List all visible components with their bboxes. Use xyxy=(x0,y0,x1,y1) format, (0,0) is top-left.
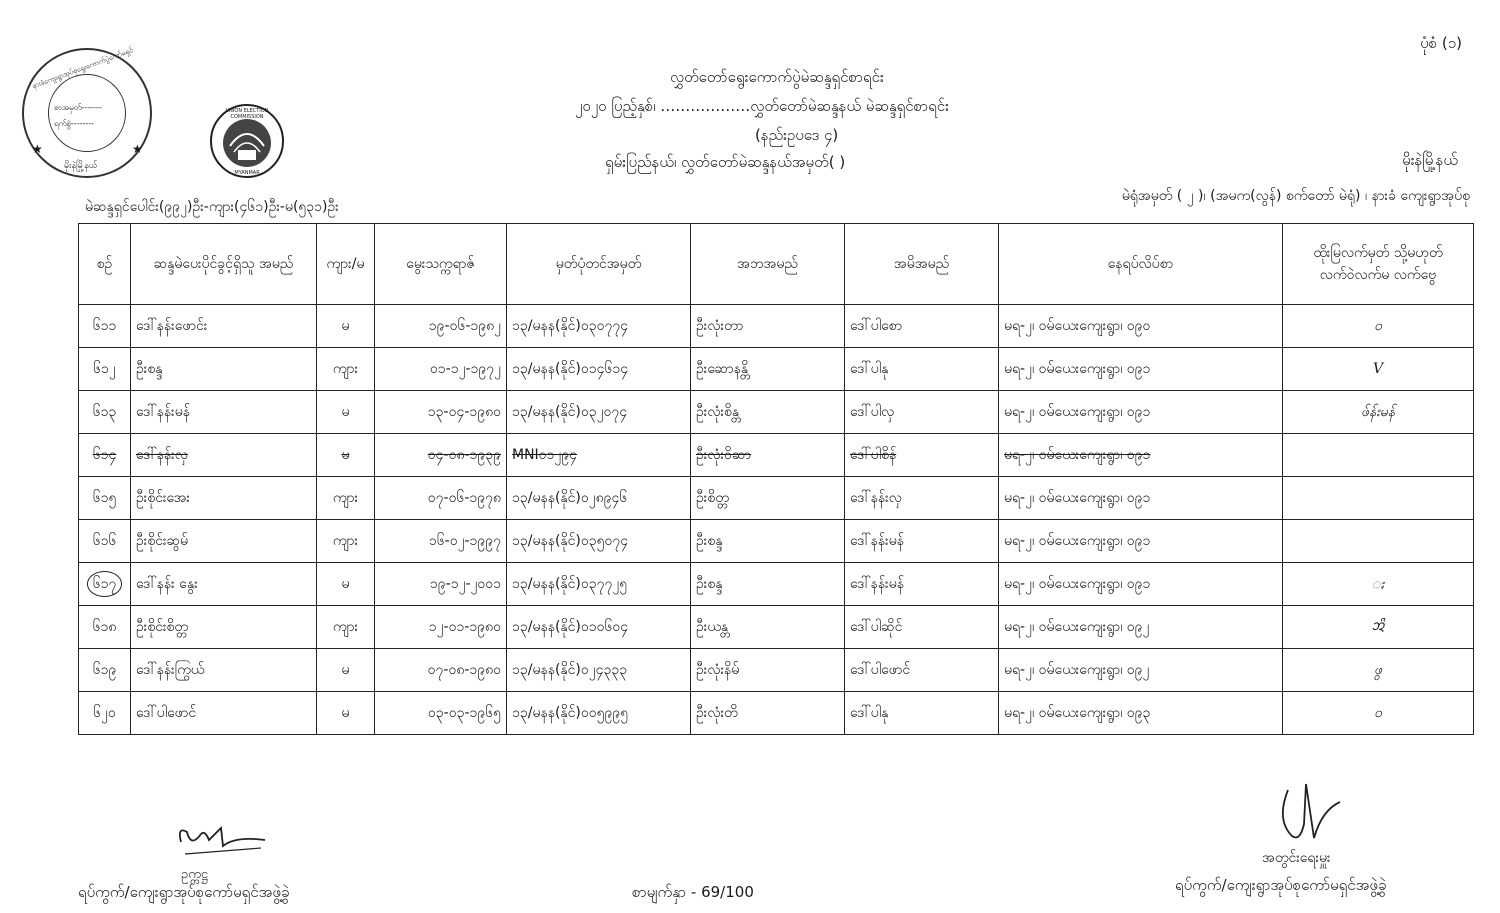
cell-sex xyxy=(317,649,375,692)
cell-father xyxy=(691,477,845,520)
cell-serial xyxy=(79,520,131,563)
cell-sex xyxy=(317,606,375,649)
cell-dob xyxy=(375,649,507,692)
cell-dob-text: ၀၄-၀၈-၁၉၃၉ xyxy=(427,446,501,463)
cell-serial-text: ၆၁၇ xyxy=(87,571,123,597)
page-form-number: ပုံစံ (၁) xyxy=(1420,34,1462,52)
table-row xyxy=(79,563,1474,606)
cell-name xyxy=(131,391,317,434)
cell-father xyxy=(691,520,845,563)
cell-nrc-text: ၁၃/မနန(နိုင်)၀၃၀၇၇၄ xyxy=(512,317,629,334)
secretary-signature xyxy=(1270,780,1360,854)
cell-name xyxy=(131,434,317,477)
cell-address xyxy=(999,606,1283,649)
cell-address-text: မရ-၂၊ ဝမ်ယေးကျေးရွာ၊ ၀၉၂ xyxy=(1004,661,1150,678)
star-icon: ★ xyxy=(32,142,43,156)
cell-signature-mark-text: ᩋᩦ xyxy=(1371,618,1385,634)
cell-dob-text: ၁၆-၀၂-၁၉၉၇ xyxy=(428,532,501,549)
cell-address-text: မရ-၂၊ ဝမ်ယေးကျေးရွာ၊ ၀၉၀ xyxy=(1004,317,1151,334)
cell-sex-text: မ xyxy=(341,446,350,463)
cell-mother xyxy=(845,348,999,391)
header-dob: မွေးသက္ကရာဇ် xyxy=(375,224,507,305)
cell-dob xyxy=(375,348,507,391)
table-header-row xyxy=(79,224,1474,305)
cell-father-text: ဦးယန္တ xyxy=(696,618,729,635)
voter-summary: မဲဆန္ဒရှင်ပေါင်း(၉၉၂)ဦး-ကျား(၄၆၁)ဦး-မ(၅၃၁)ဦး xyxy=(85,199,339,215)
cell-nrc xyxy=(507,391,691,434)
header-nrc: မှတ်ပုံတင်အမှတ် xyxy=(507,224,691,305)
cell-mother-text: ဒေါ်ပါစော xyxy=(850,317,903,334)
header-signature: ထိုးမြလက်မှတ် သို့မဟုတ် လက်ဝဲလက်မ လက်ဗွေ xyxy=(1283,224,1474,305)
header-sex: ကျား/မ xyxy=(317,224,375,305)
cell-address-text: မရ-၂၊ ဝမ်ယေးကျေးရွာ၊ ၀၉၂ xyxy=(1004,618,1150,635)
cell-address xyxy=(999,692,1283,735)
cell-address xyxy=(999,563,1283,606)
township-label: မိုးနဲမြို့နယ် xyxy=(1402,151,1458,169)
cell-name xyxy=(131,649,317,692)
cell-dob xyxy=(375,477,507,520)
cell-sex xyxy=(317,477,375,520)
cell-name-text: ဒေါ်နန်းကြွယ် xyxy=(136,661,205,678)
cell-dob-text: ၀၇-၀၆-၁၉၇၈ xyxy=(427,489,501,506)
stamp-bottom-text: မိုးနဲမြို့နယ် xyxy=(64,161,98,171)
table-row xyxy=(79,477,1474,520)
polling-station-label: မဲရုံအမှတ် ( ၂ )၊ (အမက(လွန်) စက်တော် မဲရုံ) ၊ နားခံ ကျေးရွာအုပ်စု xyxy=(1121,188,1470,204)
cell-mother xyxy=(845,477,999,520)
star-icon: ★ xyxy=(132,142,143,156)
cell-father-text: ဦးစိတ္တ xyxy=(696,489,729,506)
cell-signature-mark xyxy=(1283,606,1474,649)
cell-father xyxy=(691,692,845,735)
cell-name xyxy=(131,348,317,391)
cell-nrc xyxy=(507,434,691,477)
cell-signature-mark xyxy=(1283,563,1474,606)
cell-mother xyxy=(845,649,999,692)
table-row xyxy=(79,391,1474,434)
cell-name-text: ဒေါ်နန်း နွေး xyxy=(136,575,198,592)
cell-nrc-text: ၁၃/မနန(နိုင်)၀၂၈၉၄၆ xyxy=(512,489,628,506)
table-row xyxy=(79,520,1474,563)
cell-nrc-text: ၁၃/မနန(နိုင်)၀၃၂၀၇၄ xyxy=(512,403,628,420)
header-mother: အမိအမည် xyxy=(845,224,999,305)
cell-signature-mark-text: ဖွ xyxy=(1374,661,1382,678)
cell-dob-text: ၁၉-၀၆-၁၉၈၂ xyxy=(428,317,501,334)
cell-serial xyxy=(79,563,131,606)
header-name: ဆန္ဒမဲပေးပိုင်ခွင့်ရှိသူ အမည် xyxy=(131,224,317,305)
cell-serial-text: ၆၁၂ xyxy=(93,360,116,377)
cell-mother xyxy=(845,692,999,735)
cell-serial-text: ၆၁၁ xyxy=(92,317,117,334)
cell-father xyxy=(691,649,845,692)
footer-page-number: စာမျက်နှာ - 69/100 xyxy=(632,883,754,901)
cell-sex xyxy=(317,563,375,606)
uec-logo-country: MYANMAR xyxy=(234,170,260,176)
cell-serial-text: ၆၁၉ xyxy=(92,661,117,678)
cell-signature-mark-text: ဖ်န်းမန် xyxy=(1360,403,1396,420)
cell-mother-text: ဒေါ်ပါဖောင် xyxy=(850,661,911,678)
cell-nrc xyxy=(507,649,691,692)
cell-nrc xyxy=(507,520,691,563)
cell-name xyxy=(131,305,317,348)
footer-left-committee: ရပ်ကွက်/ကျေးရွာအုပ်စုကော်မရှင်အဖွဲ့ခွဲ xyxy=(78,883,290,901)
cell-father-text: ဦးစန္ဒ xyxy=(696,575,723,592)
cell-father-text: ဦးလုံးတာ xyxy=(696,317,744,334)
cell-father xyxy=(691,348,845,391)
cell-mother-text: ဒေါ်နန်းလှ xyxy=(850,489,902,506)
cell-address xyxy=(999,305,1283,348)
cell-sex xyxy=(317,348,375,391)
cell-address xyxy=(999,649,1283,692)
cell-nrc xyxy=(507,606,691,649)
cell-father xyxy=(691,434,845,477)
cell-sex-text: ကျား xyxy=(332,489,359,506)
cell-father xyxy=(691,391,845,434)
cell-mother-text: ဒေါ်ပါလှ xyxy=(850,403,895,420)
cell-name-text: ဦးစိုင်းအေး xyxy=(136,489,190,506)
cell-serial xyxy=(79,649,131,692)
cell-address-text: မရ-၂၊ ဝမ်ယေးကျေးရွာ၊ ၀၉၃ xyxy=(1004,704,1151,721)
cell-mother-text: ဒေါ်နန်းမန် xyxy=(850,532,904,549)
cell-father-text: ဦးစန္ဒ xyxy=(696,532,723,549)
cell-nrc-text: ၁၃/မနန(နိုင်)၀၃၇၇၂၅ xyxy=(512,575,628,592)
chairman-signature xyxy=(175,822,270,885)
cell-address-text: မရ-၂၊ ဝမ်ယေးကျေးရွာ၊ ၀၉၁ xyxy=(1004,575,1151,592)
cell-mother-text: ဒေါ်ပါဆိုင် xyxy=(850,618,903,635)
cell-sex-text: ကျား xyxy=(332,360,359,377)
cell-father-text: ဦးလုံးဝိဆာ xyxy=(696,446,752,463)
cell-name-text: ဦးစန္ဒ xyxy=(136,360,163,377)
cell-signature-mark xyxy=(1283,434,1474,477)
cell-sex xyxy=(317,520,375,563)
cell-dob-text: ၀၇-၀၈-၁၉၈၀ xyxy=(427,661,501,678)
voter-roll-table xyxy=(78,223,1474,735)
cell-father-text: ဦးဆောနန္တိ xyxy=(696,360,749,377)
cell-name xyxy=(131,692,317,735)
cell-mother xyxy=(845,520,999,563)
cell-name-text: ဒေါ်နန်းဖောင်း xyxy=(136,317,208,334)
cell-signature-mark xyxy=(1283,348,1474,391)
cell-nrc-text: ၁၃/မနန(နိုင်)၀၁၄၆၁၄ xyxy=(512,360,629,377)
cell-signature-mark xyxy=(1283,520,1474,563)
cell-name-text: ဒေါ်နန်းမန် xyxy=(136,403,190,420)
cell-mother-text: ဒေါ်ပါစိန် xyxy=(850,446,897,463)
cell-father-text: ဦးလုံးနိမ် xyxy=(696,661,740,678)
cell-serial-text: ၆၂၀ xyxy=(93,704,116,721)
stamp-field-number: စာအမှတ်------- xyxy=(54,103,102,112)
header-address: နေရပ်လိပ်စာ xyxy=(999,224,1283,305)
chairman-title: ဥက္ကဋ္ဌ xyxy=(181,867,208,882)
cell-sex-text: မ xyxy=(341,317,350,334)
cell-name-text: ဒေါ်ပါဖောင် xyxy=(136,704,197,721)
cell-serial-text: ၆၁၃ xyxy=(92,403,117,420)
cell-signature-mark-text: ဝ xyxy=(1374,704,1382,721)
stamp-ring-text: နားခံကျေးရွာအုပ်စုရွေးကောက်ပွဲကော်မရှင် xyxy=(31,46,135,91)
cell-mother xyxy=(845,391,999,434)
cell-sex xyxy=(317,305,375,348)
cell-signature-mark-text: ႏ xyxy=(1371,575,1385,592)
cell-serial xyxy=(79,305,131,348)
document-title: လွှတ်တော်ရွေးကောက်ပွဲမဲဆန္ဒရှင်စာရင်း xyxy=(670,68,884,86)
footer-right-committee: ရပ်ကွက်/ကျေးရွာအုပ်စုကော်မရှင်အဖွဲ့ခွဲ xyxy=(1175,876,1387,894)
cell-signature-mark-text: V xyxy=(1372,361,1384,377)
cell-address xyxy=(999,520,1283,563)
cell-mother xyxy=(845,606,999,649)
cell-nrc xyxy=(507,563,691,606)
cell-dob xyxy=(375,563,507,606)
cell-signature-mark xyxy=(1283,391,1474,434)
cell-serial xyxy=(79,434,131,477)
cell-serial-text: ၆၁၆ xyxy=(92,532,117,549)
cell-father-text: ဦးလုံးစိန္တ xyxy=(696,403,740,420)
cell-dob-text: ၁၂-၀၁-၁၉၈၀ xyxy=(428,618,501,635)
header-serial: စဉ် xyxy=(79,224,131,305)
cell-mother xyxy=(845,563,999,606)
cell-father xyxy=(691,305,845,348)
cell-nrc-text: ၁၃/မနန(နိုင်)၀၀၅၉၉၅ xyxy=(512,704,629,721)
cell-sex-text: ကျား xyxy=(332,532,359,549)
cell-mother-text: ဒေါ်ပါနု xyxy=(850,704,889,721)
cell-nrc-text: ၁၃/မနန(နိုင်)၀၁၀၆၀၄ xyxy=(512,618,629,635)
cell-nrc-text: ၁၃/မနန(နိုင်)၀၃၅၀၇၄ xyxy=(512,532,629,549)
cell-dob xyxy=(375,520,507,563)
cell-nrc-text: ၁၃/မနန(နိုင်)၀၂၄၃၃၃ xyxy=(512,661,628,678)
constituency-line: ရှမ်းပြည်နယ်၊ လွှတ်တော်မဲဆန္ဒနယ်အမှတ်( ) xyxy=(605,153,846,171)
cell-name xyxy=(131,477,317,520)
cell-address-text: မရ-၂၊ ဝမ်ယေးကျေးရွာ၊ ၀၉၁ xyxy=(1004,532,1151,549)
cell-name xyxy=(131,563,317,606)
cell-sex-text: မ xyxy=(341,575,350,592)
table-row xyxy=(79,649,1474,692)
cell-nrc xyxy=(507,477,691,520)
cell-address-text: မရ-၂၊ ဝမ်ယေးကျေးရွာ၊ ၀၉၁ xyxy=(1004,403,1151,420)
cell-name-text: ဒေါ်နန်းလှ xyxy=(136,446,188,463)
cell-nrc xyxy=(507,348,691,391)
cell-address-text: မရ-၂၊ ဝမ်ယေးကျေးရွာ၊ ၀၉၁ xyxy=(1004,489,1151,506)
cell-name xyxy=(131,520,317,563)
cell-sex xyxy=(317,434,375,477)
cell-serial xyxy=(79,692,131,735)
cell-nrc xyxy=(507,305,691,348)
cell-address-text: မရ-၂၊ ဝမ်ယေးကျေးရွာ၊ ၀၉၁ xyxy=(1004,446,1151,463)
stamp-field-date: ရက်စွဲ-------- xyxy=(54,119,95,128)
cell-address xyxy=(999,348,1283,391)
cell-sex xyxy=(317,391,375,434)
cell-serial xyxy=(79,348,131,391)
secretary-title: အတွင်းရေးမှူး xyxy=(1262,850,1331,866)
cell-serial-text: ၆၁၄ xyxy=(92,446,117,463)
cell-dob-text: ၁၃-၀၄-၁၉၈၀ xyxy=(427,403,501,420)
cell-sex-text: မ xyxy=(341,704,350,721)
cell-address xyxy=(999,391,1283,434)
cell-signature-mark xyxy=(1283,692,1474,735)
cell-signature-mark xyxy=(1283,477,1474,520)
rule-reference: (နည်းဥပဒေ ၄) xyxy=(755,126,839,144)
official-stamp xyxy=(22,48,152,178)
cell-serial xyxy=(79,477,131,520)
cell-serial xyxy=(79,391,131,434)
cell-name xyxy=(131,606,317,649)
cell-sex-text: ကျား xyxy=(332,618,359,635)
cell-dob xyxy=(375,305,507,348)
cell-father-text: ဦးလုံးတိ xyxy=(696,704,738,721)
cell-mother-text: ဒေါ်ပါနု xyxy=(850,360,889,377)
cell-sex-text: မ xyxy=(341,661,350,678)
cell-dob xyxy=(375,434,507,477)
cell-serial xyxy=(79,606,131,649)
cell-signature-mark xyxy=(1283,649,1474,692)
cell-address-text: မရ-၂၊ ဝမ်ယေးကျေးရွာ၊ ၀၉၁ xyxy=(1004,360,1151,377)
cell-dob xyxy=(375,606,507,649)
cell-father xyxy=(691,606,845,649)
cell-nrc xyxy=(507,692,691,735)
cell-serial-text: ၆၁၅ xyxy=(92,489,117,506)
uec-logo-text: UNION ELECTION COMMISSION xyxy=(225,108,269,120)
cell-address xyxy=(999,477,1283,520)
cell-dob-text: ၀၃-၀၃-၁၉၆၅ xyxy=(427,704,501,721)
header-father: အဘအမည် xyxy=(691,224,845,305)
uec-logo xyxy=(208,102,286,180)
cell-dob xyxy=(375,391,507,434)
table-row xyxy=(79,692,1474,735)
cell-nrc-text: MNI၀၁၂၉၄ xyxy=(512,446,578,463)
cell-serial-text: ၆၁၈ xyxy=(92,618,117,635)
cell-name-text: ဦးစိုင်းဆွမ် xyxy=(136,532,189,549)
cell-dob xyxy=(375,692,507,735)
cell-name-text: ဦးစိုင်းစိတ္တ xyxy=(136,618,189,635)
cell-sex xyxy=(317,692,375,735)
table-row xyxy=(79,434,1474,477)
table-row xyxy=(79,305,1474,348)
cell-signature-mark-text: ဝ xyxy=(1374,317,1382,334)
cell-signature-mark xyxy=(1283,305,1474,348)
cell-father xyxy=(691,563,845,606)
table-row xyxy=(79,606,1474,649)
cell-mother xyxy=(845,305,999,348)
cell-mother xyxy=(845,434,999,477)
document-subtitle: ၂၀၂၀ ပြည့်နှစ်၊ ………………လွှတ်တော်မဲဆန္ဒနယ် မဲဆန္ဒရှင်စာရင်း xyxy=(575,97,949,115)
cell-dob-text: ၁၉-၁၂-၂၀၀၁ xyxy=(429,575,501,592)
cell-address xyxy=(999,434,1283,477)
cell-sex-text: မ xyxy=(341,403,350,420)
cell-dob-text: ၀၁-၁၂-၁၉၇၂ xyxy=(429,360,501,377)
cell-mother-text: ဒေါ်နန်းမန် xyxy=(850,575,904,592)
table-row xyxy=(79,348,1474,391)
